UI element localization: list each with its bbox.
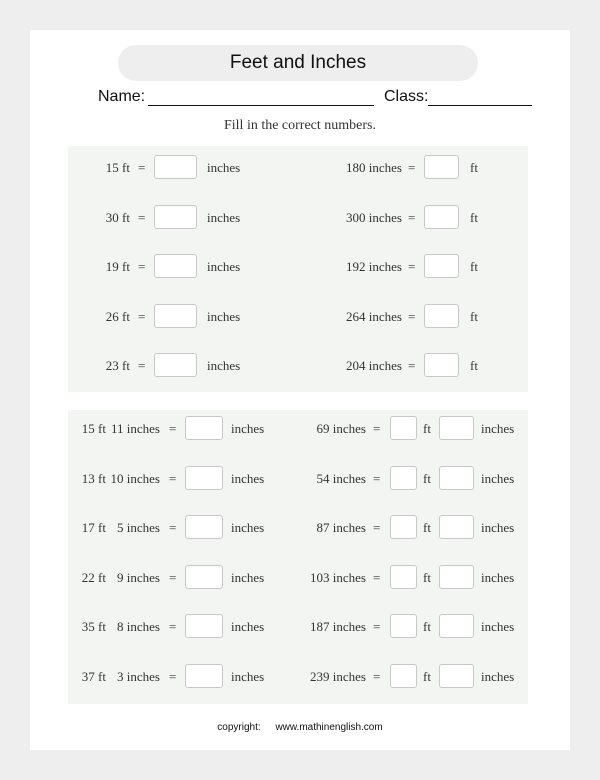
answer-box[interactable] xyxy=(439,416,474,440)
equals-sign: = xyxy=(138,160,146,175)
copyright-label: copyright: xyxy=(217,722,261,733)
unit-label: inches xyxy=(231,669,265,684)
equals-sign: = xyxy=(138,308,146,324)
unit-label: ft xyxy=(470,308,478,324)
equals-sign: = xyxy=(373,669,381,684)
worksheet-title xyxy=(118,45,478,81)
feet-value: 19 ft xyxy=(105,259,130,275)
inches-part: 9 inches xyxy=(117,569,160,585)
equals-sign: = xyxy=(373,470,381,486)
unit-label: inches xyxy=(207,308,241,324)
unit-label: ft xyxy=(423,470,431,486)
problem-row xyxy=(68,515,528,541)
equals-sign: = xyxy=(373,520,381,536)
inches-part: 10 inches xyxy=(110,470,160,486)
unit-label: ft xyxy=(470,259,478,275)
answer-box[interactable] xyxy=(390,416,417,440)
answer-box[interactable] xyxy=(154,205,197,229)
unit-label: inches xyxy=(207,259,241,275)
equals-sign: = xyxy=(408,358,416,374)
unit-label: inches xyxy=(481,569,515,585)
answer-box[interactable] xyxy=(390,466,417,490)
equals-sign: = xyxy=(169,470,177,486)
site-link[interactable]: www.mathinenglish.com xyxy=(275,722,383,733)
answer-box[interactable] xyxy=(185,664,223,688)
unit-label: inches xyxy=(207,160,241,175)
name-line[interactable] xyxy=(148,105,374,106)
section-feet-to-inches xyxy=(68,146,528,392)
unit-label: ft xyxy=(423,421,431,436)
answer-box[interactable] xyxy=(439,614,474,638)
inches-part: 5 inches xyxy=(117,520,160,536)
answer-box[interactable] xyxy=(154,304,197,328)
feet-value: 15 ft xyxy=(81,421,106,436)
answer-box[interactable] xyxy=(424,353,459,377)
equals-sign: = xyxy=(169,569,177,585)
equals-sign: = xyxy=(373,421,381,436)
equals-sign: = xyxy=(138,358,146,374)
inches-value: 69 inches xyxy=(316,421,366,436)
answer-box[interactable] xyxy=(390,614,417,638)
unit-label: inches xyxy=(481,470,515,486)
unit-label: inches xyxy=(481,619,515,635)
equals-sign: = xyxy=(169,619,177,635)
class-line[interactable] xyxy=(428,105,532,106)
answer-box[interactable] xyxy=(424,254,459,278)
answer-box[interactable] xyxy=(154,353,197,377)
unit-label: inches xyxy=(231,520,265,536)
inches-value: 103 inches xyxy=(310,569,366,585)
problem-row xyxy=(68,466,528,492)
unit-label: inches xyxy=(481,520,515,536)
inches-value: 54 inches xyxy=(316,470,366,486)
worksheet-page xyxy=(30,30,570,750)
answer-box[interactable] xyxy=(439,515,474,539)
answer-box[interactable] xyxy=(154,254,197,278)
answer-box[interactable] xyxy=(185,515,223,539)
inches-value: 239 inches xyxy=(310,669,366,684)
answer-box[interactable] xyxy=(439,466,474,490)
answer-box[interactable] xyxy=(185,416,223,440)
feet-value: 17 ft xyxy=(81,520,106,536)
feet-value: 30 ft xyxy=(105,209,130,225)
equals-sign: = xyxy=(408,308,416,324)
answer-box[interactable] xyxy=(424,155,459,179)
answer-box[interactable] xyxy=(390,565,417,589)
inches-value: 192 inches xyxy=(346,259,402,275)
answer-box[interactable] xyxy=(439,565,474,589)
feet-value: 26 ft xyxy=(105,308,130,324)
answer-box[interactable] xyxy=(185,565,223,589)
answer-box[interactable] xyxy=(424,205,459,229)
unit-label: inches xyxy=(207,358,241,374)
class-label: Class: xyxy=(384,88,429,105)
unit-label: inches xyxy=(481,669,515,684)
name-class-row xyxy=(98,86,538,110)
problem-row xyxy=(68,304,528,330)
problem-row xyxy=(68,155,528,181)
feet-value: 15 ft xyxy=(105,160,130,175)
answer-box[interactable] xyxy=(185,614,223,638)
inches-value: 300 inches xyxy=(346,209,402,225)
answer-box[interactable] xyxy=(390,515,417,539)
equals-sign: = xyxy=(169,520,177,536)
equals-sign: = xyxy=(408,209,416,225)
equals-sign: = xyxy=(138,209,146,225)
problem-row xyxy=(68,353,528,379)
feet-value: 37 ft xyxy=(81,669,106,684)
answer-box[interactable] xyxy=(390,664,417,688)
unit-label: ft xyxy=(423,619,431,635)
problem-row xyxy=(68,416,528,442)
inches-value: 187 inches xyxy=(310,619,366,635)
feet-value: 13 ft xyxy=(81,470,106,486)
inches-part: 3 inches xyxy=(117,669,160,684)
name-label: Name: xyxy=(98,88,146,105)
feet-value: 23 ft xyxy=(105,358,130,374)
instructions: Fill in the correct numbers. xyxy=(223,118,377,133)
problem-row xyxy=(68,205,528,231)
equals-sign: = xyxy=(373,569,381,585)
equals-sign: = xyxy=(373,619,381,635)
answer-box[interactable] xyxy=(185,466,223,490)
problem-row xyxy=(68,254,528,280)
unit-label: ft xyxy=(470,358,478,374)
inches-value: 180 inches xyxy=(346,160,402,175)
problem-row xyxy=(68,565,528,591)
equals-sign: = xyxy=(408,259,416,275)
unit-label: inches xyxy=(207,209,241,225)
equals-sign: = xyxy=(169,669,177,684)
unit-label: ft xyxy=(470,209,478,225)
inches-value: 204 inches xyxy=(346,358,402,374)
footer xyxy=(30,722,570,733)
unit-label: inches xyxy=(231,421,265,436)
equals-sign: = xyxy=(138,259,146,275)
unit-label: ft xyxy=(423,569,431,585)
unit-label: inches xyxy=(231,569,265,585)
equals-sign: = xyxy=(169,421,177,436)
section-mixed-units xyxy=(68,410,528,704)
answer-box[interactable] xyxy=(439,664,474,688)
inches-value: 264 inches xyxy=(346,308,402,324)
problem-row xyxy=(68,614,528,640)
answer-box[interactable] xyxy=(154,155,197,179)
answer-box[interactable] xyxy=(424,304,459,328)
unit-label: inches xyxy=(231,619,265,635)
unit-label: ft xyxy=(470,160,478,175)
feet-value: 35 ft xyxy=(81,619,106,635)
unit-label: inches xyxy=(231,470,265,486)
unit-label: inches xyxy=(481,421,515,436)
inches-part: 11 inches xyxy=(111,421,160,436)
unit-label: ft xyxy=(423,669,431,684)
equals-sign: = xyxy=(408,160,416,175)
title-text: Feet and Inches xyxy=(229,52,367,73)
inches-part: 8 inches xyxy=(117,619,160,635)
unit-label: ft xyxy=(423,520,431,536)
feet-value: 22 ft xyxy=(81,569,106,585)
inches-value: 87 inches xyxy=(316,520,366,536)
problem-row xyxy=(68,664,528,690)
